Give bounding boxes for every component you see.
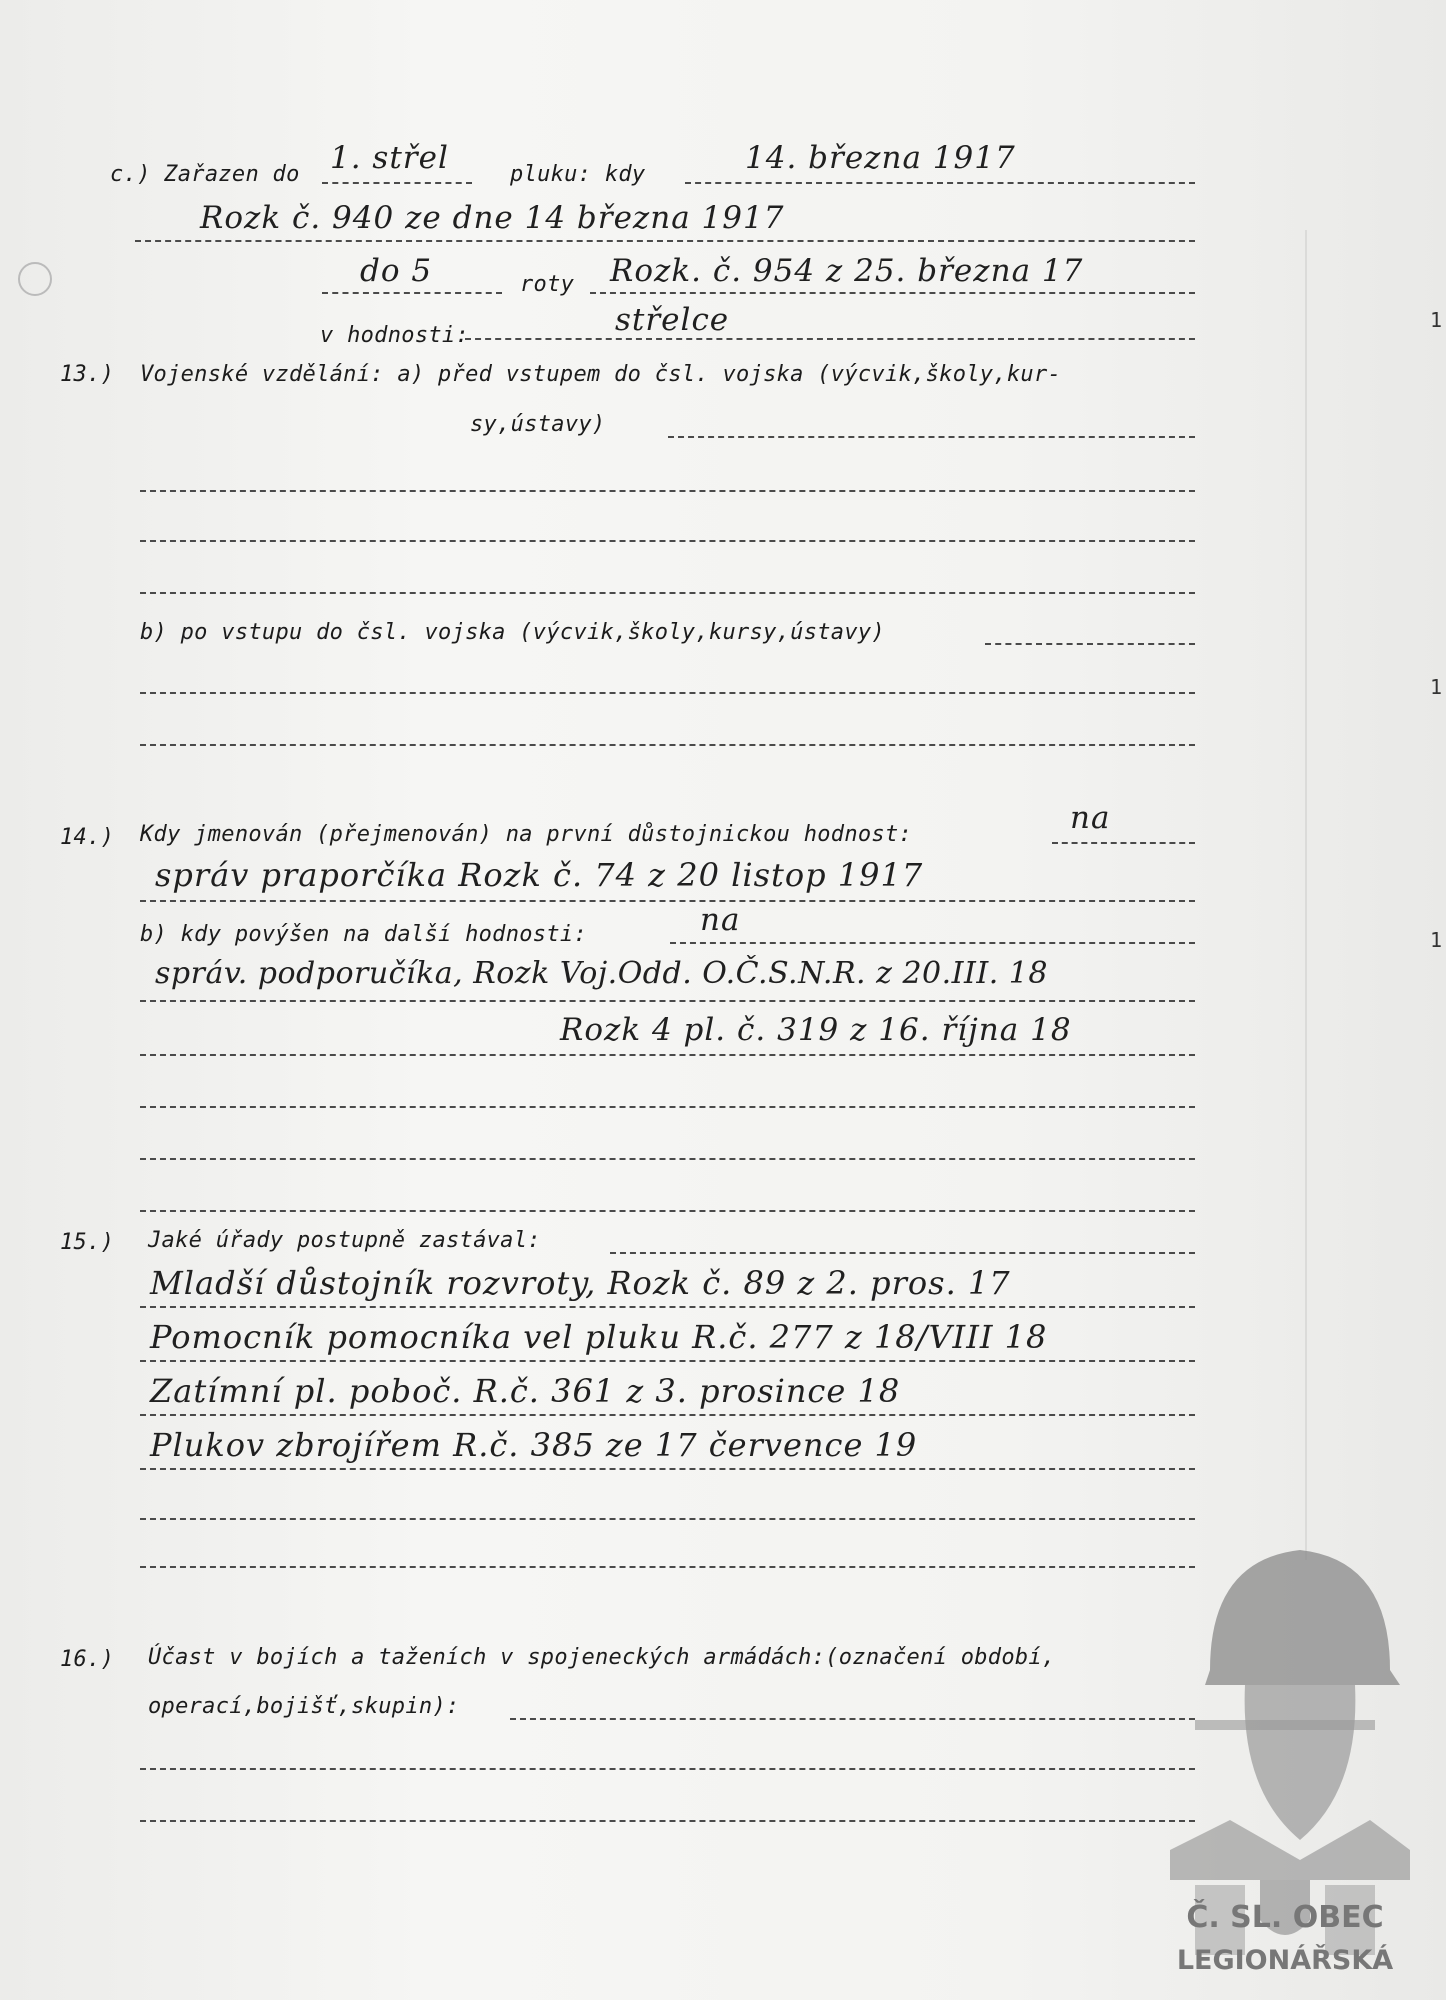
handwritten-regiment: 1. střel xyxy=(330,140,449,176)
section-13-text: Vojenské vzdělání: a) před vstupem do čsl. vojska (výcvik,školy,kur- xyxy=(140,362,1062,387)
dashed-line xyxy=(465,338,1195,340)
legion-logo xyxy=(1150,1520,1420,1990)
dashed-line xyxy=(140,1000,1195,1002)
dashed-line xyxy=(140,744,1195,746)
handwritten-first-rank: správ praporčíka Rozk č. 74 z 20 listop 1917 xyxy=(155,856,924,894)
fold-line xyxy=(1305,230,1307,1560)
handwritten-line: Rozk č. 940 ze dne 14 března 1917 xyxy=(200,200,785,236)
dashed-line xyxy=(140,1360,1195,1362)
handwritten-hodnost: střelce xyxy=(615,302,730,338)
dashed-line xyxy=(140,1468,1195,1470)
label-zarazen: c.) Zařazen do xyxy=(110,162,300,187)
handwritten-office-3: Zatímní pl. poboč. R.č. 361 z 3. prosince 18 xyxy=(150,1372,901,1410)
handwritten-office-2: Pomocník pomocníka vel pluku R.č. 277 z 18/VIII 18 xyxy=(150,1318,1048,1356)
dashed-line xyxy=(590,292,1195,294)
section-15-text: Jaké úřady postupně zastával: xyxy=(148,1228,541,1253)
handwritten-promotion-2: Rozk 4 pl. č. 319 z 16. října 18 xyxy=(560,1012,1072,1048)
margin-mark: 1 xyxy=(1430,675,1443,699)
punch-hole xyxy=(18,262,52,296)
handwritten-nb: na xyxy=(700,902,741,938)
section-16-number: 16.) xyxy=(60,1647,115,1672)
dashed-line xyxy=(510,1718,1195,1720)
handwritten-date: 14. března 1917 xyxy=(745,140,1016,176)
dashed-line xyxy=(140,1414,1195,1416)
section-13-number: 13.) xyxy=(60,362,115,387)
label-pluku: pluku: kdy xyxy=(510,162,646,187)
dashed-line xyxy=(322,182,472,184)
dashed-line xyxy=(322,292,502,294)
dashed-line xyxy=(140,540,1195,542)
dashed-line xyxy=(140,1768,1195,1770)
dashed-line xyxy=(140,1106,1195,1108)
section-14b-text: b) kdy povýšen na další hodnosti: xyxy=(140,922,587,947)
section-16-text: Účast v bojích a taženích v spojeneckých armádách:(označení období, xyxy=(148,1645,1056,1670)
label-hodnost: v hodnosti: xyxy=(320,323,469,348)
section-14-number: 14.) xyxy=(60,825,115,850)
handwritten-na: na xyxy=(1070,800,1111,836)
dashed-line xyxy=(140,490,1195,492)
handwritten-office-1: Mladší důstojník rozvroty, Rozk č. 89 z 2. pros. 17 xyxy=(150,1264,1011,1302)
section-15-number: 15.) xyxy=(60,1230,115,1255)
dashed-line xyxy=(1052,842,1195,844)
dashed-line xyxy=(140,1306,1195,1308)
handwritten-do: do 5 xyxy=(360,253,433,289)
dashed-line xyxy=(670,942,1195,944)
section-16-text-cont: operací,bojišť,skupin): xyxy=(148,1694,460,1719)
dashed-line xyxy=(140,1518,1195,1520)
logo-text-obec: OBEC xyxy=(1292,1900,1384,1935)
section-14-text: Kdy jmenován (přejmenován) na první důstojnickou hodnost: xyxy=(140,822,913,847)
margin-mark: 1 xyxy=(1430,308,1443,332)
dashed-line xyxy=(140,1054,1195,1056)
dashed-line xyxy=(140,1820,1195,1822)
dashed-line xyxy=(140,692,1195,694)
dashed-line xyxy=(140,1158,1195,1160)
logo-text-csl: Č. SL. xyxy=(1186,1900,1283,1935)
dashed-line xyxy=(668,436,1195,438)
dashed-line xyxy=(685,182,1195,184)
dashed-line xyxy=(610,1252,1195,1254)
handwritten-office-4: Plukov zbrojířem R.č. 385 ze 17 července 19 xyxy=(150,1426,918,1464)
dashed-line xyxy=(140,1210,1195,1212)
section-13b-text: b) po vstupu do čsl. vojska (výcvik,školy,kursy,ústavy) xyxy=(140,620,885,645)
label-roty: roty xyxy=(520,272,575,297)
handwritten-roty: Rozk. č. 954 z 25. března 17 xyxy=(610,253,1084,289)
logo-text-legionarska: LEGIONÁŘSKÁ xyxy=(1176,1945,1394,1976)
section-13-text-cont: sy,ústavy) xyxy=(470,412,606,437)
dashed-line xyxy=(140,1566,1195,1568)
dashed-line xyxy=(135,240,1195,242)
dashed-line xyxy=(985,643,1195,645)
dashed-line xyxy=(140,900,1195,902)
dashed-line xyxy=(140,592,1195,594)
handwritten-promotion: správ. podporučíka, Rozk Voj.Odd. O.Č.S.N.R. z 20.III. 18 xyxy=(155,956,1048,991)
margin-mark: 1 xyxy=(1430,928,1443,952)
